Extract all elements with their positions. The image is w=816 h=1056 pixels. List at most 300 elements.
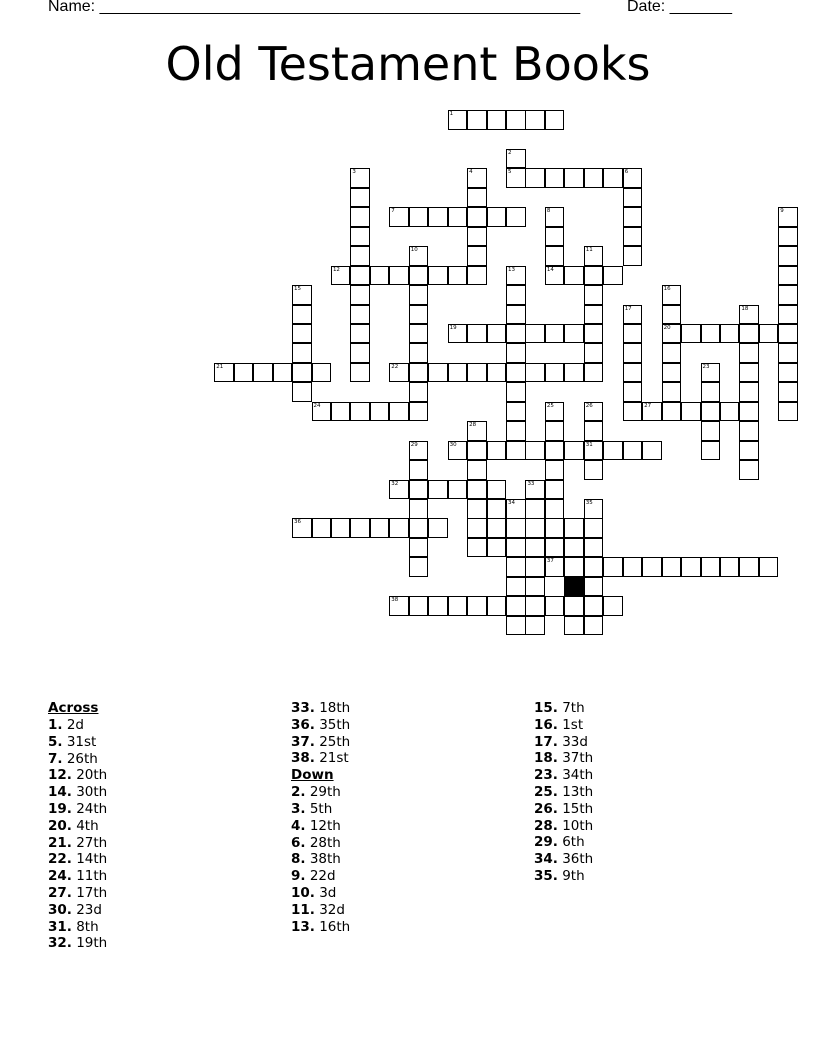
grid-cell[interactable] [292,518,312,538]
grid-cell[interactable] [623,402,643,422]
grid-cell[interactable] [214,363,234,383]
grid-cell[interactable] [545,266,565,286]
grid-cell[interactable] [350,324,370,344]
grid-cell[interactable] [487,480,507,500]
grid-cell[interactable] [487,363,507,383]
clue-column-2 [291,700,350,935]
grid-cell[interactable] [506,305,526,325]
grid-cell[interactable] [253,363,273,383]
grid-cell[interactable] [739,460,759,480]
grid-cell[interactable] [292,343,312,363]
grid-cell[interactable] [603,441,623,461]
grid-cell[interactable] [467,363,487,383]
clue-number: 29 [410,441,418,448]
grid-cell[interactable] [350,168,370,188]
grid-cell[interactable] [564,557,584,577]
grid-cell[interactable] [506,168,526,188]
grid-cell[interactable] [603,266,623,286]
grid-cell[interactable] [292,285,312,305]
grid-cell[interactable] [778,305,798,325]
grid-cell[interactable] [467,168,487,188]
clue-text: 31st [62,733,97,750]
grid-cell[interactable] [389,402,409,422]
grid-cell[interactable] [350,518,370,538]
grid-cell[interactable] [545,246,565,266]
grid-cell[interactable] [409,266,429,286]
grid-cell[interactable] [506,110,526,130]
clue-number: 3 [352,169,356,176]
grid-cell[interactable] [448,363,468,383]
grid-cell[interactable] [448,207,468,227]
clue [291,919,350,936]
grid-cell[interactable] [409,518,429,538]
grid-cell[interactable] [545,207,565,227]
grid-cell[interactable] [409,596,429,616]
clue-number-label: 17. [534,733,558,750]
grid-cell[interactable] [350,285,370,305]
grid-cell[interactable] [506,285,526,305]
grid-cell[interactable] [778,227,798,247]
grid-cell[interactable] [506,402,526,422]
grid-cell[interactable] [409,557,429,577]
clue-number: 5 [508,169,512,176]
clue [534,717,593,734]
grid-cell[interactable] [331,402,351,422]
grid-cell[interactable] [778,266,798,286]
grid-cell[interactable] [234,363,254,383]
clue-number-label: 19. [48,800,72,817]
grid-cell[interactable] [409,246,429,266]
grid-cell[interactable] [331,266,351,286]
grid-cell[interactable] [623,343,643,363]
grid-cell[interactable] [564,363,584,383]
grid-cell[interactable] [584,577,604,597]
grid-cell[interactable] [292,324,312,344]
grid-cell[interactable] [467,227,487,247]
grid-cell[interactable] [350,343,370,363]
grid-cell[interactable] [525,596,545,616]
grid-cell[interactable] [525,480,545,500]
grid-cell[interactable] [701,557,721,577]
grid-cell[interactable] [506,538,526,558]
grid-cell[interactable] [778,402,798,422]
grid-cell[interactable] [525,168,545,188]
clue-number: 31 [585,441,593,448]
grid-cell[interactable] [778,363,798,383]
grid-cell[interactable] [370,266,390,286]
clue-number-label: 2. [291,784,306,801]
clue-text: 11th [71,868,108,885]
grid-cell[interactable] [331,518,351,538]
grid-cell[interactable] [448,266,468,286]
grid-cell[interactable] [623,363,643,383]
grid-cell[interactable] [467,460,487,480]
grid-cell[interactable] [701,402,721,422]
grid-cell[interactable] [273,363,293,383]
grid-cell[interactable] [701,421,721,441]
clue-number: 10 [410,247,418,254]
grid-cell[interactable] [409,441,429,461]
grid-cell[interactable] [642,557,662,577]
clue [48,734,107,751]
grid-cell[interactable] [506,557,526,577]
clue-text: 4th [71,817,99,834]
grid-cell[interactable] [409,402,429,422]
grid-cell[interactable] [739,441,759,461]
grid-cell[interactable] [506,149,526,169]
grid-cell[interactable] [525,324,545,344]
grid-cell[interactable] [642,441,662,461]
grid-cell[interactable] [623,557,643,577]
grid-cell[interactable] [389,518,409,538]
grid-cell[interactable] [584,441,604,461]
grid-cell[interactable] [428,518,448,538]
grid-cell[interactable] [545,499,565,519]
grid-cell[interactable] [739,382,759,402]
grid-cell[interactable] [701,363,721,383]
clue-number: 23 [702,363,710,370]
clue-text: 7th [557,700,585,716]
grid-cell[interactable] [662,363,682,383]
grid-cell[interactable] [428,480,448,500]
grid-cell[interactable] [506,499,526,519]
grid-cell[interactable] [584,324,604,344]
grid-cell[interactable] [662,305,682,325]
grid-cell[interactable] [292,382,312,402]
clue-text: 23d [71,901,102,918]
clue [48,868,107,885]
clue-number-label: 27. [48,884,72,901]
grid-cell[interactable] [564,518,584,538]
grid-cell[interactable] [778,285,798,305]
grid-cell[interactable] [409,499,429,519]
grid-cell[interactable] [409,538,429,558]
grid-cell[interactable] [467,246,487,266]
grid-cell[interactable] [506,363,526,383]
grid-cell[interactable] [584,538,604,558]
grid-cell[interactable] [428,363,448,383]
grid-cell[interactable] [584,596,604,616]
grid-cell[interactable] [545,324,565,344]
grid-cell[interactable] [312,363,332,383]
grid-cell[interactable] [739,402,759,422]
grid-cell[interactable] [525,577,545,597]
clue-number: 26 [585,402,593,409]
grid-cell[interactable] [701,382,721,402]
grid-cell[interactable] [350,188,370,208]
grid-cell[interactable] [584,246,604,266]
clue-number-label: 31. [48,918,72,935]
across-clue-list-continued [291,700,350,767]
grid-cell[interactable] [739,421,759,441]
grid-cell[interactable] [564,538,584,558]
across-clue-list [48,717,107,952]
clue [48,919,107,936]
grid-cell[interactable] [467,266,487,286]
clue-number-label: 35. [534,867,558,884]
grid-cell[interactable] [584,499,604,519]
grid-cell[interactable] [545,110,565,130]
grid-cell[interactable] [428,596,448,616]
grid-cell[interactable] [584,460,604,480]
grid-cell[interactable] [370,518,390,538]
grid-cell[interactable] [506,382,526,402]
grid-cell[interactable] [292,363,312,383]
clue [291,885,350,902]
grid-cell[interactable] [506,441,526,461]
grid-cell[interactable] [564,441,584,461]
grid-cell[interactable] [739,557,759,577]
grid-cell[interactable] [564,324,584,344]
grid-cell[interactable] [409,305,429,325]
grid-cell[interactable] [545,596,565,616]
grid-cell[interactable] [545,480,565,500]
clue-number-label: 23. [534,767,558,784]
clue [291,868,350,885]
grid-cell[interactable] [487,538,507,558]
grid-cell[interactable] [681,324,701,344]
grid-cell[interactable] [525,538,545,558]
grid-cell[interactable] [701,324,721,344]
grid-cell[interactable] [623,168,643,188]
grid-cell[interactable] [506,616,526,636]
grid-cell[interactable] [292,305,312,325]
grid-cell[interactable] [525,441,545,461]
grid-cell[interactable] [467,324,487,344]
grid-cell[interactable] [778,324,798,344]
grid-cell[interactable] [350,363,370,383]
grid-cell[interactable] [584,168,604,188]
grid-cell[interactable] [525,616,545,636]
grid-cell[interactable] [778,343,798,363]
grid-cell[interactable] [584,421,604,441]
grid-cell[interactable] [525,363,545,383]
grid-cell[interactable] [778,246,798,266]
grid-cell[interactable] [506,577,526,597]
grid-cell[interactable] [506,421,526,441]
grid-cell[interactable] [506,343,526,363]
grid-cell[interactable] [448,441,468,461]
grid-cell[interactable] [389,363,409,383]
grid-cell[interactable] [623,188,643,208]
grid-cell[interactable] [584,285,604,305]
grid-cell[interactable] [448,110,468,130]
name-field[interactable]: Name: ______________________________________________________ [48,0,581,15]
clue-number: 13 [508,266,515,273]
grid-cell[interactable] [448,596,468,616]
grid-cell[interactable] [623,382,643,402]
clue [534,767,593,784]
grid-cell[interactable] [409,324,429,344]
grid-cell[interactable] [545,441,565,461]
clue [534,700,593,717]
grid-cell[interactable] [759,324,779,344]
grid-cell[interactable] [467,480,487,500]
grid-cell[interactable] [623,246,643,266]
clue-text: 2d [62,717,84,733]
grid-cell[interactable] [759,557,779,577]
clue-text: 18th [314,700,351,716]
grid-cell[interactable] [428,266,448,286]
grid-cell[interactable] [603,557,623,577]
grid-cell[interactable] [487,110,507,130]
grid-cell[interactable] [584,518,604,538]
clue-text: 16th [314,918,351,935]
grid-cell[interactable] [545,168,565,188]
grid-cell[interactable] [467,188,487,208]
clue-number: 19 [449,324,457,331]
grid-cell[interactable] [350,227,370,247]
grid-cell[interactable] [564,596,584,616]
grid-cell[interactable] [584,557,604,577]
clue-text: 10th [557,817,594,834]
grid-cell[interactable] [662,402,682,422]
grid-cell[interactable] [467,110,487,130]
date-field[interactable]: Date: _______ [627,0,732,15]
grid-cell[interactable] [409,285,429,305]
grid-cell[interactable] [662,324,682,344]
grid-cell[interactable] [389,596,409,616]
grid-cell[interactable] [545,363,565,383]
grid-cell[interactable] [467,596,487,616]
grid-cell[interactable] [487,324,507,344]
grid-cell[interactable] [409,460,429,480]
grid-cell[interactable] [739,305,759,325]
grid-cell[interactable] [370,402,390,422]
grid-cell[interactable] [623,305,643,325]
grid-cell[interactable] [467,421,487,441]
grid-cell[interactable] [409,480,429,500]
grid-cell[interactable] [487,499,507,519]
clue-text: 27th [71,834,108,851]
grid-cell[interactable] [584,266,604,286]
grid-cell[interactable] [350,305,370,325]
grid-cell[interactable] [662,285,682,305]
grid-cell[interactable] [409,343,429,363]
grid-cell[interactable] [623,324,643,344]
grid-cell[interactable] [487,441,507,461]
grid-cell[interactable] [487,518,507,538]
grid-cell[interactable] [525,518,545,538]
grid-cell[interactable] [681,557,701,577]
grid-cell[interactable] [623,207,643,227]
grid-cell[interactable] [545,557,565,577]
grid-cell[interactable] [525,110,545,130]
grid-cell[interactable] [584,402,604,422]
clue-number-label: 5. [48,733,63,750]
grid-cell[interactable] [506,596,526,616]
grid-cell[interactable] [662,343,682,363]
grid-cell[interactable] [350,266,370,286]
grid-cell[interactable] [409,363,429,383]
grid-cell[interactable] [623,227,643,247]
grid-cell[interactable] [623,441,643,461]
grid-cell[interactable] [506,324,526,344]
grid-cell[interactable] [720,402,740,422]
grid-cell[interactable] [603,596,623,616]
clue-text: 1st [557,716,584,733]
grid-cell[interactable] [350,246,370,266]
clue [48,935,107,952]
clue [48,851,107,868]
clue [291,717,350,734]
grid-cell[interactable] [584,305,604,325]
grid-cell[interactable] [467,518,487,538]
grid-cell[interactable] [564,266,584,286]
grid-cell[interactable] [525,499,545,519]
grid-cell[interactable] [467,207,487,227]
grid-cell[interactable] [720,324,740,344]
clue [291,851,350,868]
grid-cell[interactable] [389,266,409,286]
clue [48,902,107,919]
clue-column-1 [48,700,107,952]
grid-cell[interactable] [409,207,429,227]
grid-cell[interactable] [739,363,759,383]
grid-cell[interactable] [545,402,565,422]
grid-cell[interactable] [778,207,798,227]
grid-cell[interactable] [545,518,565,538]
grid-cell[interactable] [545,227,565,247]
grid-cell[interactable] [662,382,682,402]
grid-cell[interactable] [545,460,565,480]
grid-cell[interactable] [642,402,662,422]
grid-cell[interactable] [584,343,604,363]
grid-cell[interactable] [564,616,584,636]
grid-cell[interactable] [350,207,370,227]
grid-cell[interactable] [584,616,604,636]
grid-cell[interactable] [467,538,487,558]
down-clue-list-continued [534,700,593,885]
grid-cell[interactable] [506,518,526,538]
grid-cell[interactable] [312,402,332,422]
grid-cell[interactable] [409,382,429,402]
grid-cell[interactable] [448,324,468,344]
clue-text: 3d [314,884,337,901]
grid-cell[interactable] [720,557,740,577]
grid-cell[interactable] [545,421,565,441]
grid-cell[interactable] [389,207,409,227]
clue [291,784,350,801]
clue [534,784,593,801]
clue-number-label: 28. [534,817,558,834]
grid-cell[interactable] [564,168,584,188]
grid-cell[interactable] [467,499,487,519]
grid-cell[interactable] [662,557,682,577]
grid-cell[interactable] [389,480,409,500]
grid-cell[interactable] [506,207,526,227]
grid-cell[interactable] [350,402,370,422]
grid-cell[interactable] [603,168,623,188]
grid-cell[interactable] [487,596,507,616]
grid-cell[interactable] [739,343,759,363]
grid-cell[interactable] [545,538,565,558]
grid-cell[interactable] [681,402,701,422]
grid-cell[interactable] [701,441,721,461]
grid-cell[interactable] [778,382,798,402]
grid-cell[interactable] [739,324,759,344]
grid-cell[interactable] [584,363,604,383]
grid-cell[interactable] [506,266,526,286]
grid-cell[interactable] [487,207,507,227]
across-heading: Across [48,700,99,716]
grid-cell[interactable] [312,518,332,538]
grid-cell[interactable] [467,441,487,461]
grid-cell[interactable] [448,480,468,500]
grid-cell[interactable] [428,207,448,227]
clue-text: 8th [71,918,99,935]
grid-cell[interactable] [525,557,545,577]
